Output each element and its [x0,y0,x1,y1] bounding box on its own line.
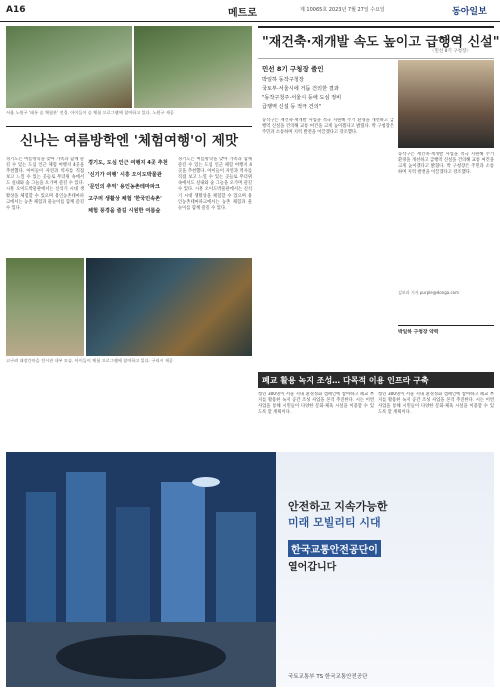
divider [6,126,252,127]
village-photo [6,258,84,356]
photo-caption: 서울 노원구 '태릉 숲 체험관' 전경. 아이들이 숲 체험 프로그램에 참여하고 있다. 노원구 제공 [6,110,174,115]
mid-headline: 폐교 활용 녹지 조성… 다목적 이용 인프라 구축 [262,376,429,385]
subhead-4: 고구려 생활상 체험 '한국민속촌' [88,196,162,202]
mayor-portrait [398,60,494,148]
interview-title: 민선 8기 구청장 줄인 [262,65,324,73]
ad-footer: 국토교통부 TS 한국교통안전공단 [288,674,368,680]
subhead-1: 경기도, 도심 인근 여행지 4곳 추천 [88,160,168,166]
page-header [0,0,500,22]
profile-box [398,325,494,363]
subhead-3: '문인의 추억' 용인농촌테마파크 [88,184,160,190]
subhead-box [88,157,174,237]
advertisement [6,452,494,687]
qa-line-2: 국토부·서울시에 거듭 건의한 결과 [262,86,339,92]
qa-line-3: "동작구청주·서울시 등에 도심 정비 [262,95,342,101]
qa-line-1: 박일하 동작구청장 [262,77,304,83]
section-name: 메트로 [228,8,257,19]
mid-body-2: 청년 300명이 서울 시내 환경정화 캠페인에 참여하고 폐교 부지를 활용한 녹지 공간 조성 사업을 본격 추진한다. 시는 이번 사업을 통해 시민들이 다양한 문화·체육 시설을 이용할 수 있도록 할 계획이다. [378,392,494,416]
mid-body-1: 청년 300명이 서울 시내 환경정화 캠페인에 참여하고 폐교 부지를 활용한 녹지 공간 조성 사업을 본격 추진한다. 시는 이번 사업을 통해 시민들이 다양한 문화·체육 시설을 이용할 수 있도록 할 계획이다. [258,392,374,416]
divider [258,58,494,59]
subhead-5: 체험 풍경을 즐길 시원한 여름숲 [88,208,161,214]
interview-body-2: 동작구는 재건축·재개발 사업을 적극 지원해 주거 환경을 개선하고 급행역 신설을 건의해 교통 여건을 크게 높이겠다고 밝혔다. 박 구청장은 주민과 소통하며 지역 발전을 이끌겠다고 강조했다. [398,152,494,176]
bottom-caption: 고구려 대장간마을 전시관 내부 모습. 아이들이 체험 프로그램에 참여하고 있다. 구리시 제공 [6,358,173,363]
right-top-rule [258,26,494,28]
headline: 신나는 여름방학엔 '체험여행'이 제맛 [20,133,238,149]
profile-title: 박일하 구청장 약력 [398,330,439,335]
forest-photo-2 [134,26,252,108]
right-headline: "재건축·재개발 속도 높이고 급행역 신설" [262,35,500,50]
forest-photo-1 [6,26,132,108]
article-body-1: 경기도는 여름방학을 맞아 가족과 함께 즐길 수 있는 도심 인근 체험 여행지 4곳을 추천했다. 아이들이 자연과 역사를 직접 보고 느낄 수 있는 곳들로 무더위 속에서도 실내와 숲 그늘을 오가며 즐길 수 있다. 시흥 오이도박물관에서는 신석기 시대 생활상을 체험할 수 있으며 용인농촌테마파크에서는 농촌 체험과 물놀이를 함께 즐길 수 있다. [6,157,84,211]
interview-body: 동작구는 재건축·재개발 사업을 적극 지원해 주거 환경을 개선하고 급행역 신설을 건의해 교통 여건을 크게 높이겠다고 밝혔다. 박 구청장은 주민과 소통하며 지역 발전을 이끌겠다고 강조했다. [262,118,394,136]
byline: 김보라 기자 purple@donga.com [398,290,460,295]
subhead-2: '신기가 여행' 시흥 오이도박물관 [88,172,162,178]
city-illustration [6,452,276,687]
exhibit-photo [86,258,252,356]
ad-line-1: 안전하고 지속가능한 [288,500,388,513]
series-label: 〈민선 8기 구청장〉 [430,49,471,54]
qa-block [262,76,392,112]
page-number: A16 [6,5,26,15]
issue-info: 제 10065호 2023년 7월 27일 수요일 [300,7,385,13]
article-body-2: 경기도는 여름방학을 맞아 가족과 함께 즐길 수 있는 도심 인근 체험 여행지 4곳을 추천했다. 아이들이 자연과 역사를 직접 보고 느낄 수 있는 곳들로 무더위 속에서도 실내와 숲 그늘을 오가며 즐길 수 있다. 시흥 오이도박물관에서는 신석기 시대 생활상을 체험할 수 있으며 용인농촌테마파크에서는 농촌 체험과 물놀이를 함께 즐길 수 있다. [178,157,252,211]
ad-line-2: 미래 모빌리티 시대 [288,516,381,529]
newspaper-logo: 동아일보 [452,7,487,17]
mid-headline-bar [258,372,494,388]
ad-line-4: 열어갑니다 [288,562,337,573]
ad-line-3: 한국교통안전공단이 [288,540,381,557]
qa-line-4: 급행역 신설 등 적극 건의" [262,104,322,110]
